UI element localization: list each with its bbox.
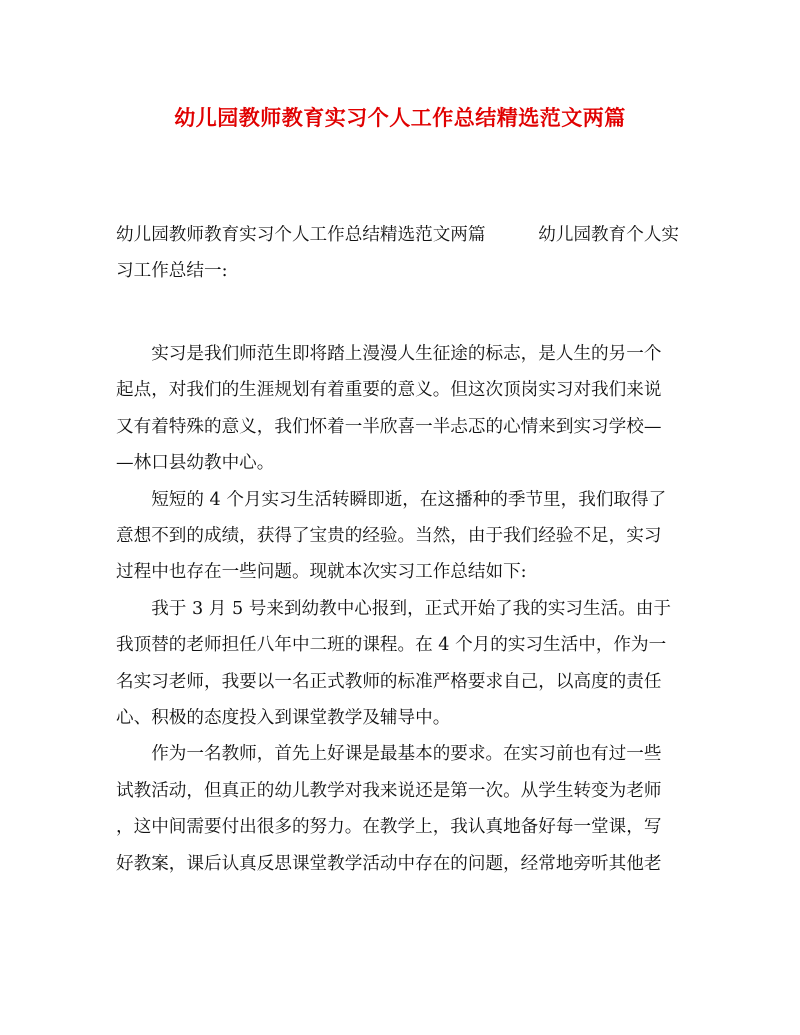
paragraph <box>116 591 686 737</box>
paragraph <box>116 336 686 482</box>
intro-block <box>116 217 686 290</box>
paragraph-line: 起点，对我们的生涯规划有着重要的意义。但这次顶岗实习对我们来说 <box>116 380 662 401</box>
paragraph-line: 又有着特殊的意义，我们怀着一半欣喜一半忐忑的心情来到实习学校— <box>116 416 662 437</box>
paragraph-line: 作为一名教师，首先上好课是最基本的要求。在实习前也有过一些 <box>151 744 662 765</box>
paragraph-line: 我于 3 月 5 号来到幼教中心报到，正式开始了我的实习生活。由于 <box>151 598 671 619</box>
paragraph <box>116 736 686 882</box>
paragraph-line: 好教案，课后认真反思课堂教学活动中存在的问题，经常地旁听其他老 <box>116 853 662 874</box>
paragraph-line: 意想不到的成绩，获得了宝贵的经验。当然，由于我们经验不足，实习 <box>116 526 662 547</box>
paragraph-line: 过程中也存在一些问题。现就本次实习工作总结如下: <box>116 562 527 583</box>
paragraph-line: 短短的 4 个月实习生活转瞬即逝，在这播种的季节里，我们取得了 <box>151 489 667 510</box>
paragraph-line: —林口县幼教中心。 <box>116 453 275 474</box>
intro-line: 幼儿园教师教育实习个人工作总结精选范文两篇 幼儿园教育个人实 <box>116 225 680 245</box>
paragraph-line: 名实习老师，我要以一名正式教师的标准严格要求自己，以高度的责任 <box>116 671 662 692</box>
paragraph-line: ，这中间需要付出很多的努力。在教学上，我认真地备好每一堂课，写 <box>116 817 662 838</box>
document-title: 幼儿园教师教育实习个人工作总结精选范文两篇 <box>174 105 626 130</box>
paragraph-line: 我顶替的老师担任八年中二班的课程。在 4 个月的实习生活中，作为一 <box>116 635 667 656</box>
paragraph <box>116 482 686 591</box>
paragraph-line: 心、积极的态度投入到课堂教学及辅导中。 <box>116 708 451 729</box>
paragraph-line: 实习是我们师范生即将踏上漫漫人生征途的标志，是人生的另一个 <box>151 344 662 364</box>
document-body <box>116 336 686 882</box>
paragraph-line: 试教活动，但真正的幼儿教学对我来说还是第一次。从学生转变为老师 <box>116 780 662 801</box>
intro-line: 习工作总结一: <box>116 261 228 282</box>
